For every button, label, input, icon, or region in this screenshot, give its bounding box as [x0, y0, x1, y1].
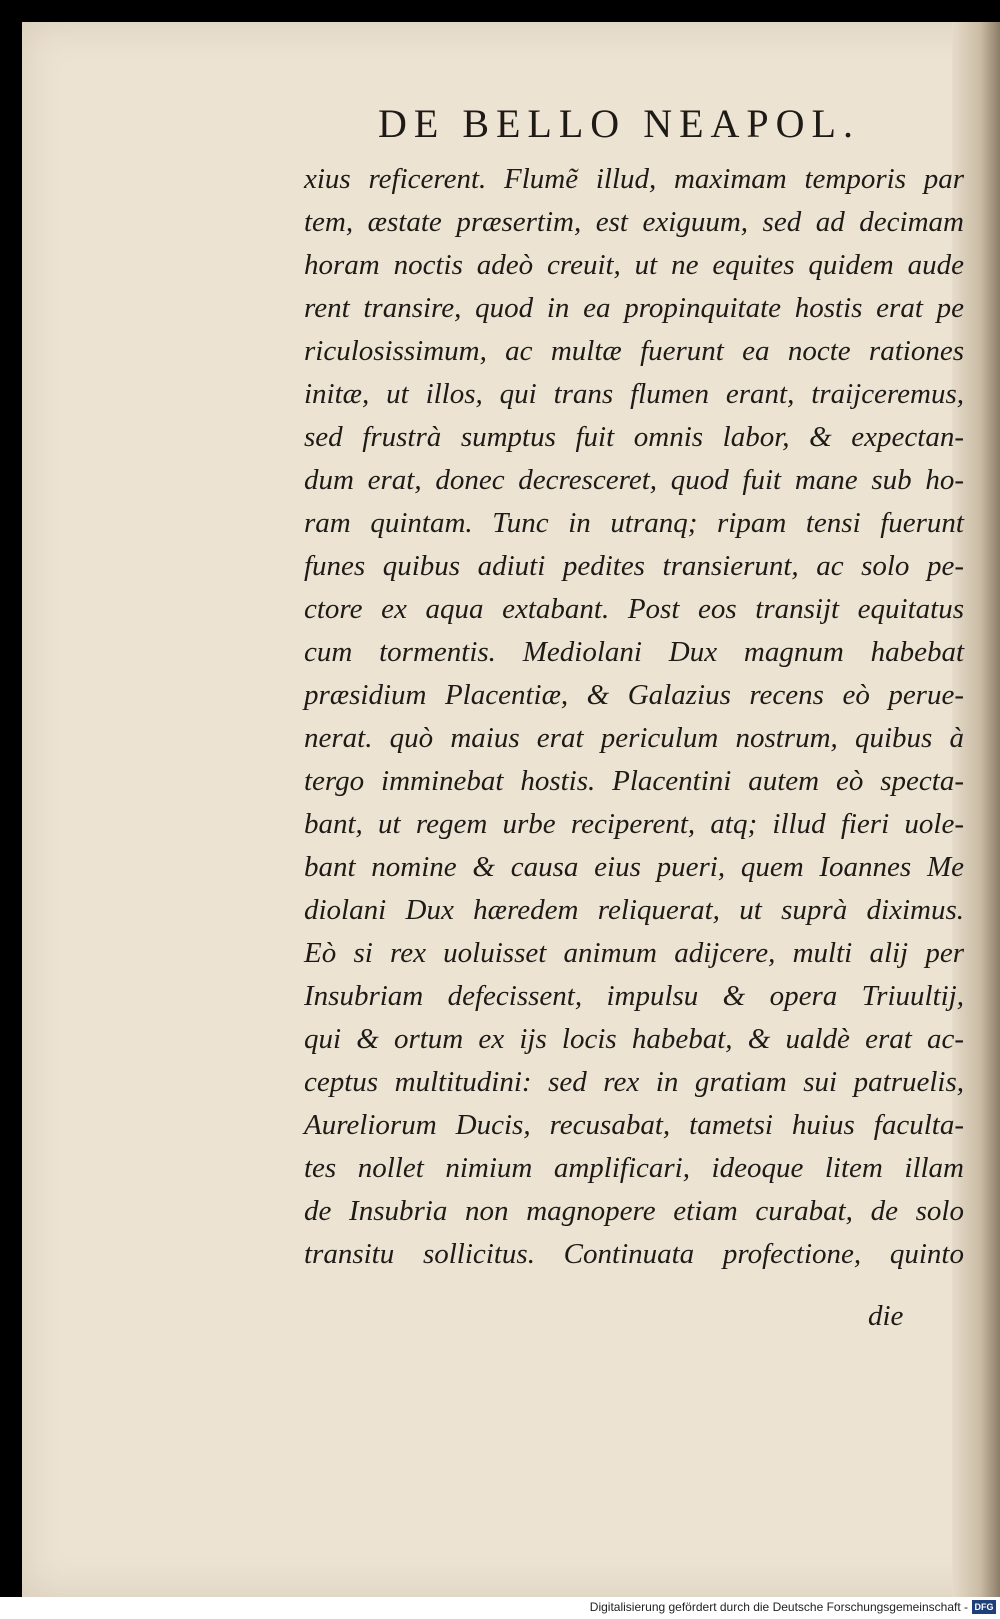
book-page: [22, 22, 1000, 1597]
text-line: transitu sollicitus. Continuata profectione, quinto: [304, 1238, 964, 1270]
catchword: die: [868, 1300, 904, 1332]
text-line: bant, ut regem urbe reciperent, atq; illud fieri uole-: [304, 808, 964, 840]
text-line: xius reficerent. Flumẽ illud, maximam temporis par: [304, 163, 964, 195]
text-line: ctore ex aqua extabant. Post eos transijt equitatus: [304, 593, 964, 625]
text-line: Aureliorum Ducis, recusabat, tametsi huius faculta-: [304, 1109, 964, 1141]
text-line: riculosissimum, ac multæ fuerunt ea nocte rationes: [304, 335, 964, 367]
body-text: [304, 158, 964, 1276]
text-line: sed frustrà sumptus fuit omnis labor, & expectan-: [304, 421, 964, 453]
text-line: Insubriam defecissent, impulsu & opera Triuultij,: [304, 980, 964, 1012]
digitization-footer: [0, 1597, 1000, 1619]
text-line: præsidium Placentiæ, & Galazius recens eò perue-: [304, 679, 964, 711]
text-line: tes nollet nimium amplificari, ideoque litem illam: [304, 1152, 964, 1184]
text-line: dum erat, donec decresceret, quod fuit mane sub ho-: [304, 464, 964, 496]
text-line: Eò si rex uoluisset animum adijcere, multi alij per: [304, 937, 964, 969]
footer-credit: Digitalisierung gefördert durch die Deutsche Forschungsgemeinschaft -: [589, 1600, 968, 1614]
text-line: ceptus multitudini: sed rex in gratiam sui patruelis,: [304, 1066, 964, 1098]
dfg-logo-icon: DFG: [972, 1600, 996, 1614]
text-line: qui & ortum ex ijs locis habebat, & ualdè erat ac-: [304, 1023, 964, 1055]
text-line: initæ, ut illos, qui trans flumen erant, traijceremus,: [304, 378, 964, 410]
text-line: ram quintam. Tunc in utranq; ripam tensi fuerunt: [304, 507, 964, 539]
text-line: nerat. quò maius erat periculum nostrum, quibus à: [304, 722, 964, 754]
text-line: tem, æstate præsertim, est exiguum, sed ad decimam: [304, 206, 964, 238]
text-line: bant nomine & causa eius pueri, quem Ioannes Me: [304, 851, 964, 883]
text-line: funes quibus adiuti pedites transierunt, ac solo pe-: [304, 550, 964, 582]
text-line: tergo imminebat hostis. Placentini autem eò specta-: [304, 765, 964, 797]
text-line: de Insubria non magnopere etiam curabat, de solo: [304, 1195, 964, 1227]
running-head: DE BELLO NEAPOL.: [378, 101, 860, 146]
text-line: horam noctis adeò creuit, ut ne equites quidem aude: [304, 249, 964, 281]
text-line: diolani Dux hæredem reliquerat, ut suprà diximus.: [304, 894, 964, 926]
text-line: cum tormentis. Mediolani Dux magnum habebat: [304, 636, 964, 668]
text-line: rent transire, quod in ea propinquitate hostis erat pe: [304, 292, 964, 324]
